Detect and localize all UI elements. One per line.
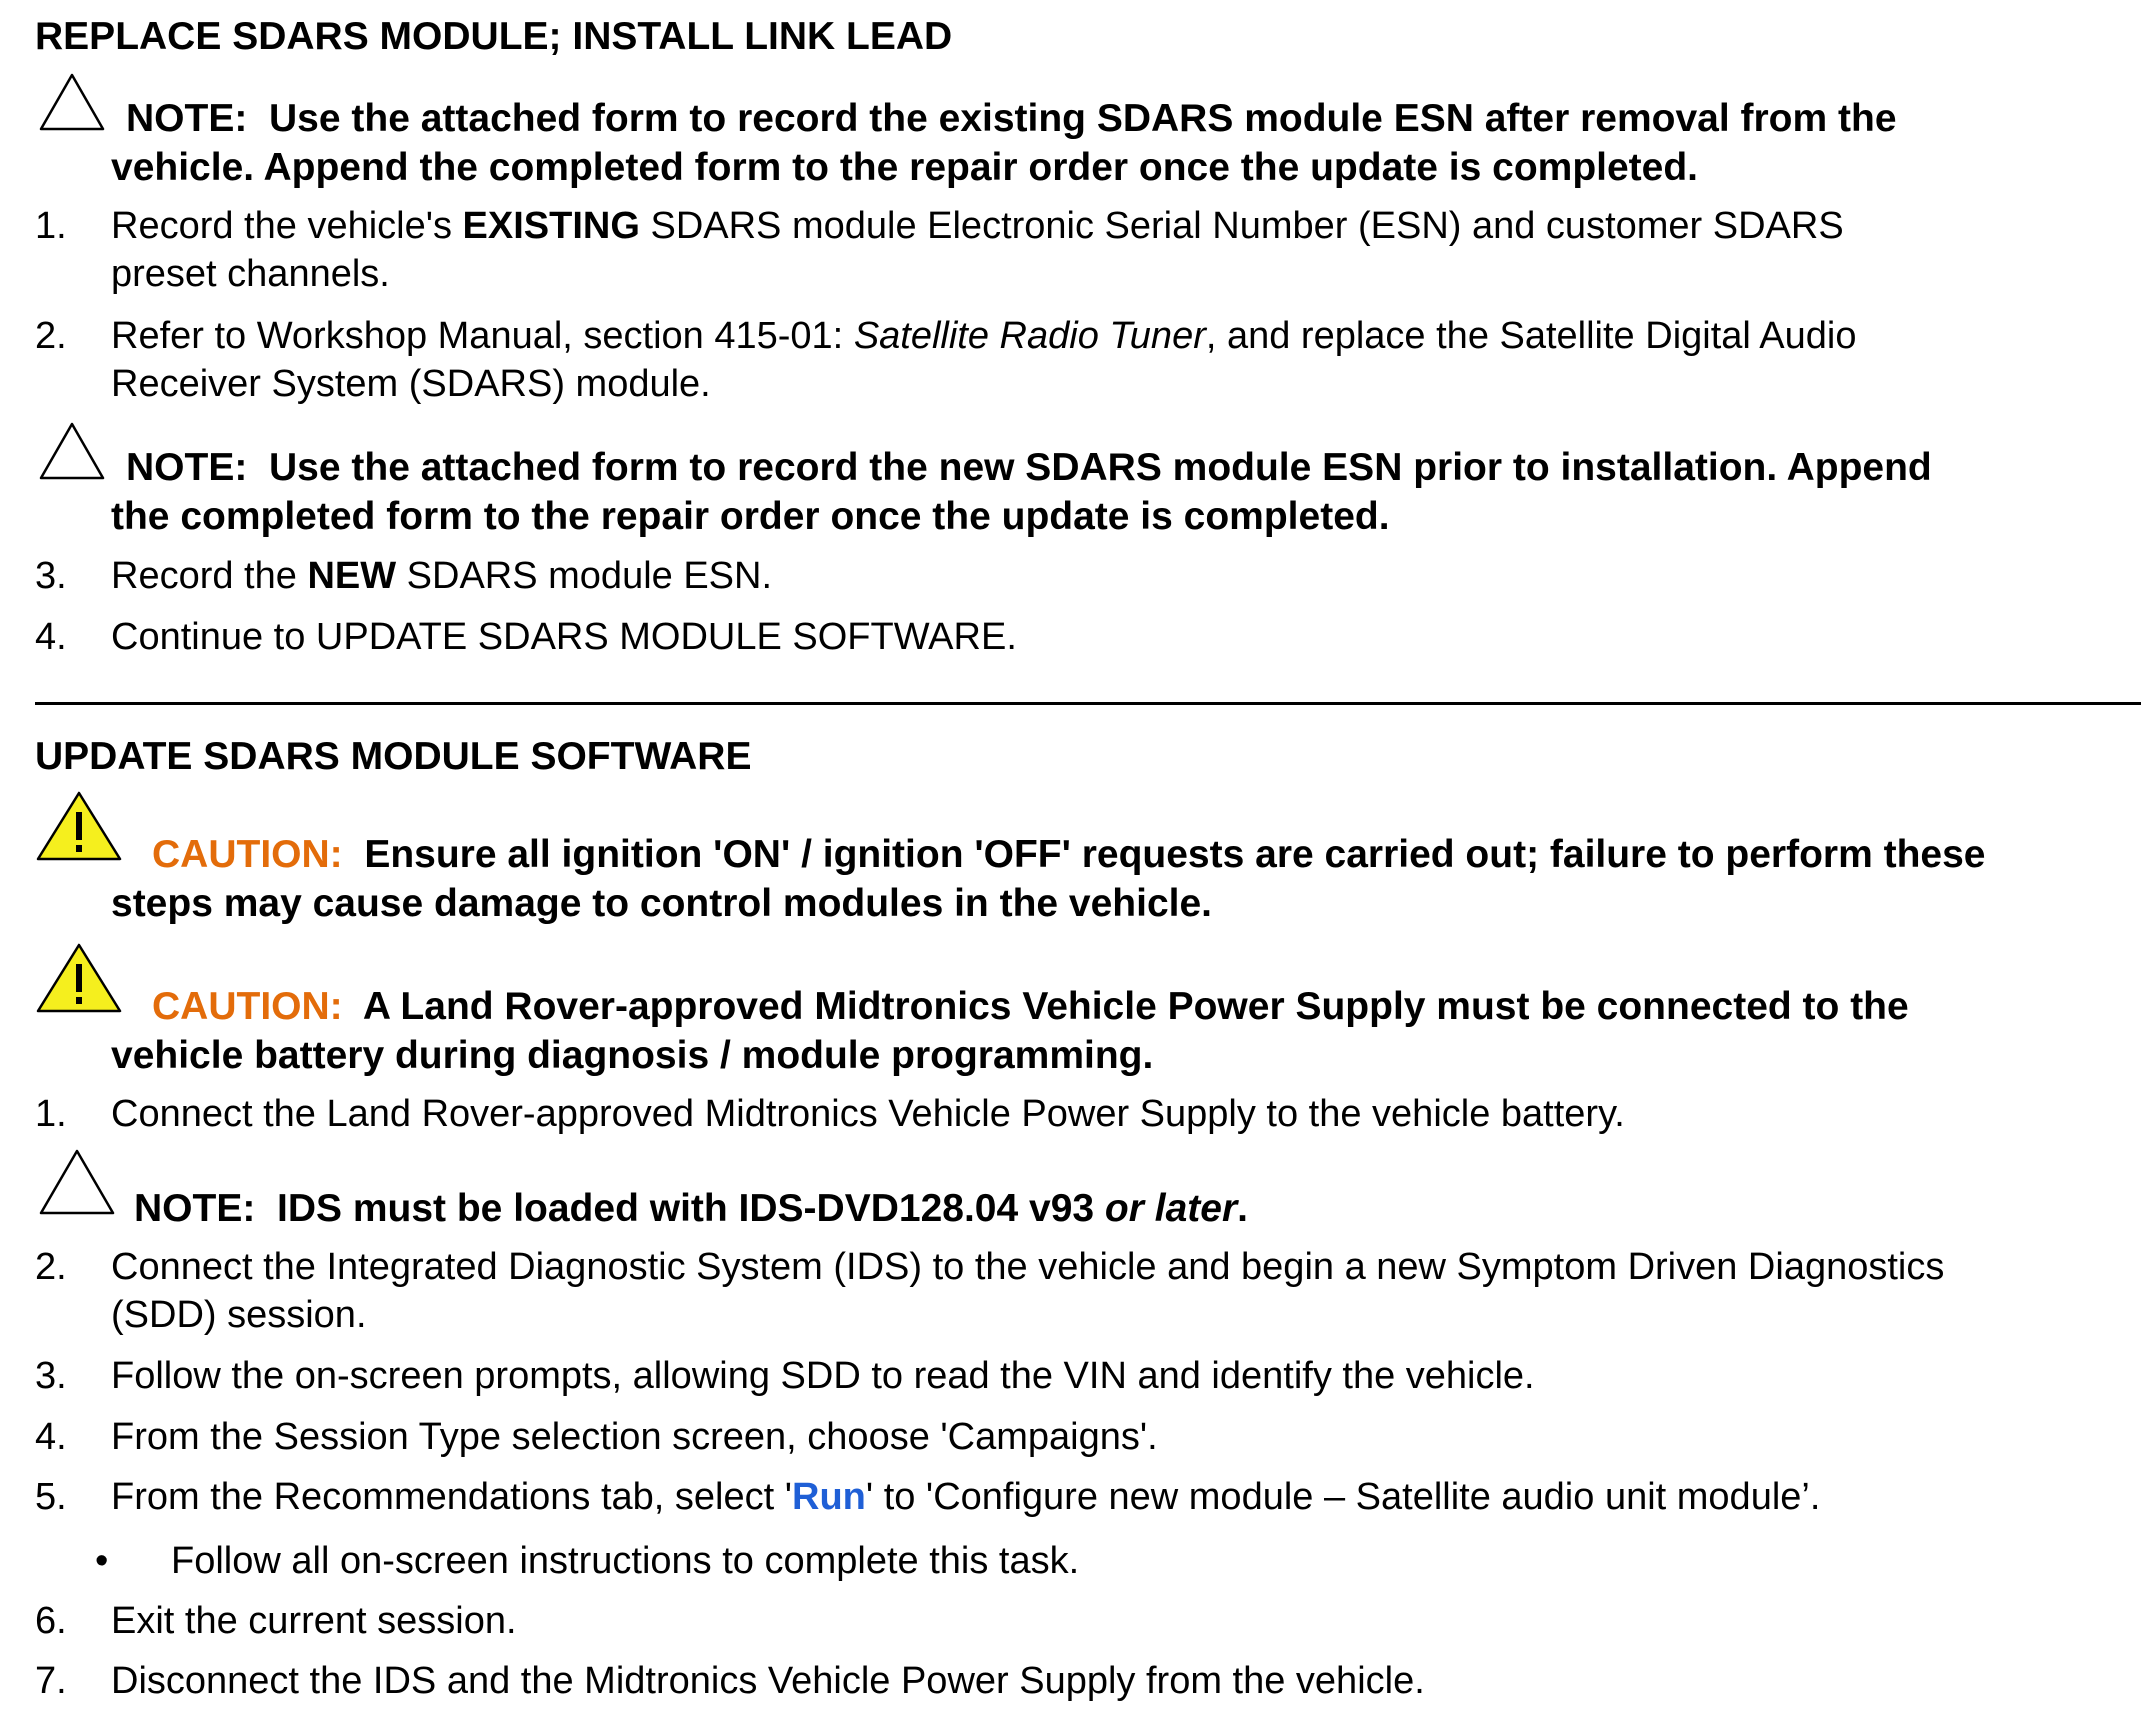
step-text: ' to 'Configure new module – Satellite audio unit module’. (865, 1476, 1821, 1518)
note-text: . (1237, 1187, 1248, 1230)
step-number: 1. (35, 205, 67, 247)
caution-text-line2: vehicle battery during diagnosis / module programming. (111, 1034, 1154, 1077)
step-number: 4. (35, 616, 67, 658)
warning-triangle-icon (35, 790, 123, 862)
note-label: NOTE: (126, 446, 248, 489)
step-emphasis: NEW (307, 555, 397, 597)
step-number: 5. (35, 1476, 67, 1518)
bullet-dot: • (95, 1540, 109, 1582)
caution-text-line1: A Land Rover-approved Midtronics Vehicle Power Supply must be connected to the (362, 985, 1909, 1028)
step-text: Connect the Integrated Diagnostic System (IDS) to the vehicle and begin a new Symptom Driven Diagnostics (111, 1246, 1945, 1288)
section-divider (35, 702, 2141, 705)
step-text: Follow the on-screen prompts, allowing SDD to read the VIN and identify the vehicle. (111, 1355, 1535, 1397)
note-text: IDS must be loaded with IDS-DVD128.04 v93 (277, 1187, 1105, 1230)
step-text: Refer to Workshop Manual, section 415-01: (111, 315, 854, 357)
note-label: NOTE: (134, 1187, 256, 1230)
step-text: From the Recommendations tab, select ' (111, 1476, 792, 1518)
caution-label: CAUTION: (152, 833, 343, 876)
step-number: 3. (35, 555, 67, 597)
note-triangle-icon (38, 421, 106, 481)
step-text: Record the vehicle's (111, 205, 463, 247)
step-text: Disconnect the IDS and the Midtronics Vehicle Power Supply from the vehicle. (111, 1660, 1425, 1702)
note-italic: or later (1104, 1187, 1238, 1230)
step-text: Exit the current session. (111, 1600, 517, 1642)
step-number: 2. (35, 315, 67, 357)
step-text: Record the (111, 555, 308, 597)
section-heading-replace: REPLACE SDARS MODULE; INSTALL LINK LEAD (35, 15, 953, 58)
step-text-line2: preset channels. (111, 253, 390, 295)
caution-text-line2: steps may cause damage to control modules in the vehicle. (111, 882, 1213, 925)
run-keyword: Run (792, 1476, 866, 1518)
section-heading-update: UPDATE SDARS MODULE SOFTWARE (35, 735, 752, 778)
step-text-line2: Receiver System (SDARS) module. (111, 363, 711, 405)
step-text: From the Session Type selection screen, choose 'Campaigns'. (111, 1416, 1158, 1458)
note-label: NOTE: (126, 97, 248, 140)
note-text-line2: the completed form to the repair order once the update is completed. (111, 495, 1390, 538)
caution-label: CAUTION: (152, 985, 343, 1028)
step-emphasis: EXISTING (462, 205, 640, 247)
step-number: 6. (35, 1600, 67, 1642)
step-number: 1. (35, 1093, 67, 1135)
step-text: SDARS module Electronic Serial Number (ESN) and customer SDARS (639, 205, 1844, 247)
step-text: Connect the Land Rover-approved Midtronics Vehicle Power Supply to the vehicle battery. (111, 1093, 1625, 1135)
step-italic: Satellite Radio Tuner (853, 315, 1206, 357)
step-number: 4. (35, 1416, 67, 1458)
note-triangle-icon (38, 72, 106, 132)
warning-triangle-icon (35, 942, 123, 1014)
step-text: SDARS module ESN. (396, 555, 773, 597)
note-text-line1: Use the attached form to record the new SDARS module ESN prior to installation. Append (269, 446, 1932, 489)
bullet-text: Follow all on-screen instructions to complete this task. (171, 1540, 1080, 1582)
step-number: 3. (35, 1355, 67, 1397)
note-triangle-icon (38, 1148, 116, 1216)
step-number: 7. (35, 1660, 67, 1702)
caution-text-line1: Ensure all ignition 'ON' / ignition 'OFF' requests are carried out; failure to perform these (364, 833, 1986, 876)
note-text-line1: Use the attached form to record the existing SDARS module ESN after removal from the (269, 97, 1897, 140)
step-text: , and replace the Satellite Digital Audio (1205, 315, 1857, 357)
step-text: Continue to UPDATE SDARS MODULE SOFTWARE. (111, 616, 1017, 658)
step-number: 2. (35, 1246, 67, 1288)
note-text-line2: vehicle. Append the completed form to the repair order once the update is completed. (111, 146, 1699, 189)
step-text-line2: (SDD) session. (111, 1294, 367, 1336)
